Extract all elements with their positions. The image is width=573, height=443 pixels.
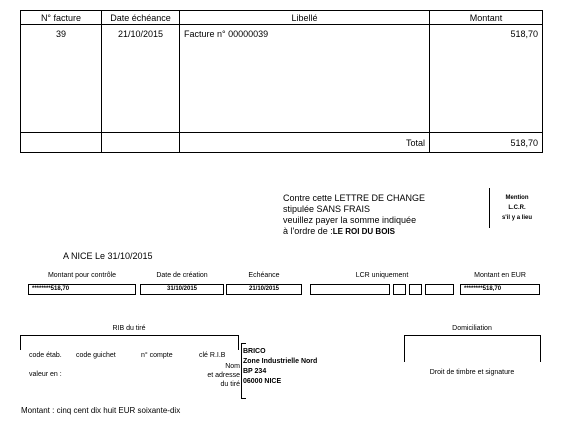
header-date: Date échéance [102,11,180,25]
echeance-value: 21/10/2015 [248,286,280,292]
total-value: 518,70 [430,133,543,153]
lcr-label: LCR uniquement [355,272,409,279]
tire-name: BRICO [243,348,266,355]
montant-controle-label: Montant pour contrôle [47,272,117,279]
lettre-line4 [283,226,425,237]
code-etab-label: code étab. [29,352,62,359]
tire-label: du tiré [220,381,240,388]
domiciliation-top-line [404,335,540,336]
tire-addr3: 06000 NICE [243,378,282,385]
adresse-label: et adresse [207,372,240,379]
header-montant: Montant [430,11,543,25]
beneficiary-name: LE ROI DU BOIS [332,227,395,236]
row-date: 21/10/2015 [102,25,180,133]
tire-address [243,347,317,387]
nom-adresse-block [198,362,240,389]
lcr-box-main [310,284,390,295]
echeance-box [226,284,302,295]
invoice-table [20,10,543,153]
montant-controle-box [28,284,136,295]
tire-bracket-line [241,343,242,398]
row-libelle: Facture n° 00000039 [180,25,430,133]
cle-rib-label: clé R.I.B [199,352,226,359]
nom-label: Nom [225,363,240,370]
echeance-label: Echéance [248,272,280,279]
montant-eur-label: Montant en EUR [474,272,526,279]
date-creation-value: 31/10/2015 [166,286,198,292]
rib-left-tick [20,335,21,350]
montant-controle-value: ********518,70 [32,286,70,292]
tire-bracket-top [241,343,246,344]
header-numero: N° facture [21,11,102,25]
row-numero: 39 [21,25,102,133]
droit-timbre-label: Droit de timbre et signature [429,369,515,376]
lettre-line2: stipulée SANS FRAIS [283,204,371,214]
date-creation-box [140,284,224,295]
date-creation-label: Date de création [156,272,208,279]
lcr-box-small-3 [425,284,454,295]
lettre-line3: veuillez payer la somme indiquée [283,215,417,225]
header-libelle: Libellé [180,11,430,25]
lcr-box-small-1 [393,284,406,295]
num-compte-label: n° compte [141,352,173,359]
code-guichet-label: code guichet [76,352,116,359]
total-label: Total [180,133,430,153]
mention-line2: L.C.R. [508,205,526,211]
montant-lettres: Montant : cinq cent dix huit EUR soixante-dix [21,406,181,415]
lettre-line1: Contre cette LETTRE DE CHANGE [283,193,426,203]
mention-divider [489,188,490,228]
mention-block [493,193,541,223]
total-empty-2 [102,133,180,153]
montant-eur-box [460,284,540,295]
lettre-text [283,193,425,237]
valeur-en-label: valeur en : [29,371,62,378]
domiciliation-right-line [540,335,541,362]
mention-line1: Mention [505,195,529,201]
place-date: A NICE Le 31/10/2015 [63,251,153,261]
montant-eur-value: ********518,70 [464,286,502,292]
rib-top-line [20,335,238,336]
tire-bracket-bottom [241,398,246,399]
lcr-box-small-2 [409,284,422,295]
row-montant: 518,70 [430,25,543,133]
domiciliation-left-line [404,335,405,362]
domiciliation-title: Domiciliation [452,325,492,332]
tire-addr2: BP 234 [243,368,267,375]
tire-addr1: Zone Industrielle Nord [243,358,318,365]
total-empty-1 [21,133,102,153]
rib-title: RIB du tiré [112,325,146,332]
mention-line3: s'il y a lieu [501,215,533,221]
rib-right-tick [238,335,239,350]
lettre-line4-prefix: à l'ordre de : [283,226,333,236]
